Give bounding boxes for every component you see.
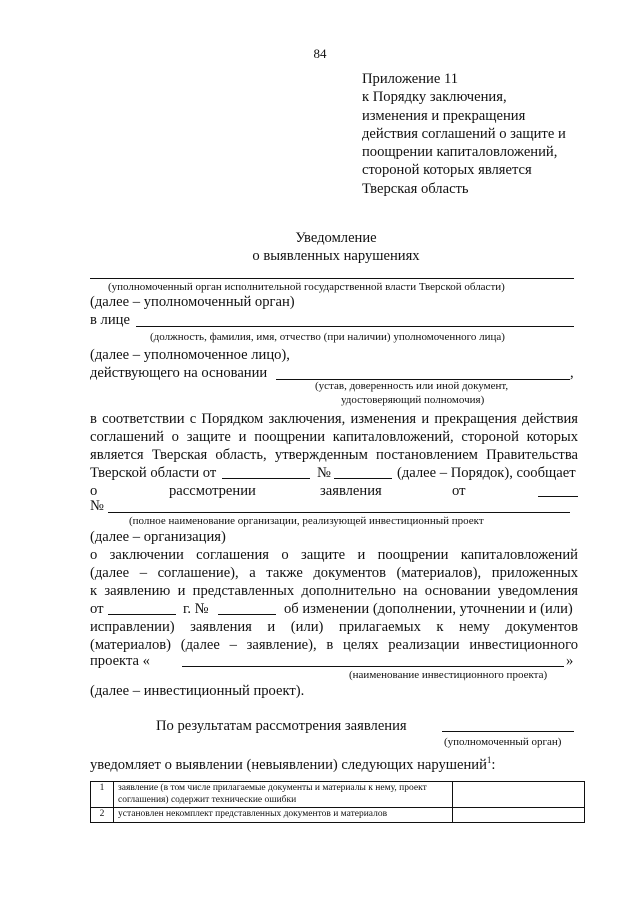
violation-value-cell[interactable] — [453, 808, 585, 823]
person-blank-line — [136, 326, 574, 327]
appendix-line: стороной которых является — [362, 162, 532, 179]
number-blank-line — [218, 614, 276, 615]
paragraph-word: от — [452, 483, 466, 499]
number-label: № — [317, 465, 331, 481]
paragraph-word: рассмотрении — [169, 483, 256, 499]
person-caption: (должность, фамилия, имя, отчество (при наличии) уполномоченного лица) — [150, 331, 505, 343]
paragraph-word: в — [90, 411, 97, 427]
results-caption: (уполномоченный орган) — [444, 736, 562, 748]
authority-caption: (уполномоченный орган исполнительной государственной власти Тверской области) — [108, 281, 505, 293]
violation-value-cell[interactable] — [453, 782, 585, 808]
amendment-text: об изменении (дополнении, уточнении и (или) — [284, 601, 573, 617]
appendix-line: Тверская область — [362, 180, 469, 197]
appendix-line: изменения и прекращения — [362, 107, 526, 124]
paragraph-line: (далее – соглашение), а также документов (материалов), приложенных — [90, 565, 578, 581]
authority-after: (далее – уполномоченный орган) — [90, 294, 295, 310]
number-label: № — [90, 498, 104, 514]
number-blank-line — [334, 478, 392, 479]
appendix-line: поощрении капиталовложений, — [362, 144, 558, 161]
project-prefix: проекта « — [90, 653, 150, 669]
paragraph-line — [90, 410, 578, 428]
paragraph-line: о заключении соглашения о защите и поощрении капиталовложений — [90, 547, 578, 563]
notify-text: уведомляет о выявлении (невыявлении) следующих нарушений — [90, 756, 487, 773]
number-label: г. № — [183, 601, 209, 617]
paragraph-word: соответствии — [102, 411, 185, 427]
paragraph-word: заявления — [320, 483, 382, 499]
paragraph-line: (материалов) (далее – заявление), в целях реализации инвестиционного — [90, 637, 578, 653]
notify-line — [90, 751, 495, 774]
date-blank-line — [538, 496, 578, 497]
paragraph-word: изменения — [350, 411, 417, 427]
violation-text: заявление (в том числе прилагаемые документы и материалы к нему, проект соглашения) содержит технические ошибки — [114, 782, 453, 808]
notify-colon: : — [491, 756, 496, 773]
appendix-block — [362, 70, 566, 198]
paragraph-word: с — [189, 411, 197, 427]
row-number: 2 — [91, 808, 114, 823]
date-blank-line — [222, 478, 310, 479]
project-caption: (наименование инвестиционного проекта) — [349, 669, 548, 681]
organization-blank-line — [108, 512, 570, 513]
results-blank-line — [442, 731, 574, 732]
paragraph-word: прекращения — [434, 411, 517, 427]
project-blank-line — [182, 666, 564, 667]
paragraph-line: к заявлению и представленных дополнительно на основании уведомления — [90, 583, 578, 599]
paragraph-line: исправлении) заявления и (или) прилагаемых к нему документов — [90, 619, 578, 635]
date-label: от — [90, 601, 104, 617]
basis-prefix: действующего на основании — [90, 365, 268, 381]
date-blank-line — [108, 614, 176, 615]
footnote-marker: 1 — [486, 755, 492, 765]
paragraph-word: Порядком — [201, 411, 264, 427]
table-row — [91, 808, 585, 823]
results-prefix: По результатам рассмотрения заявления — [156, 718, 407, 734]
row-number: 1 — [91, 782, 114, 808]
paragraph-line: является Тверская область, утвержденным постановлением Правительства — [90, 447, 578, 463]
violations-table — [90, 781, 585, 823]
basis-caption: (устав, доверенность или иной документ, — [315, 380, 509, 392]
basis-comma: , — [570, 365, 574, 381]
person-prefix: в лице — [90, 312, 130, 328]
page-number: 84 — [313, 46, 327, 61]
appendix-line: Приложение 11 — [362, 71, 459, 87]
paragraph-line: соглашений о защите и поощрении капиталовложений, стороной которых — [90, 429, 578, 445]
paragraph-word: заключения, — [268, 411, 346, 427]
authority-blank-line — [90, 278, 574, 279]
date-label: Тверской области от — [90, 465, 217, 481]
paragraph-word: и — [421, 411, 430, 427]
paragraph-word: о — [90, 483, 98, 499]
order-ref-text: (далее – Порядок), сообщает — [397, 465, 576, 481]
paragraph-word: действия — [522, 411, 578, 427]
project-after: (далее – инвестиционный проект). — [90, 683, 305, 699]
document-subtitle: о выявленных нарушениях — [252, 248, 420, 264]
person-after: (далее – уполномоченное лицо), — [90, 347, 290, 363]
document-title: Уведомление — [295, 230, 377, 246]
appendix-line: действия соглашений о защите и — [362, 125, 566, 142]
organization-caption: (полное наименование организации, реализующей инвестиционный проект — [129, 515, 484, 527]
basis-caption: удостоверяющий полномочия) — [341, 394, 485, 406]
violation-text: установлен некомплект представленных документов и материалов — [114, 808, 453, 823]
table-row — [91, 782, 585, 808]
appendix-line: к Порядку заключения, — [362, 89, 507, 106]
organization-after: (далее – организация) — [90, 529, 226, 545]
project-close-quote: » — [566, 653, 574, 669]
